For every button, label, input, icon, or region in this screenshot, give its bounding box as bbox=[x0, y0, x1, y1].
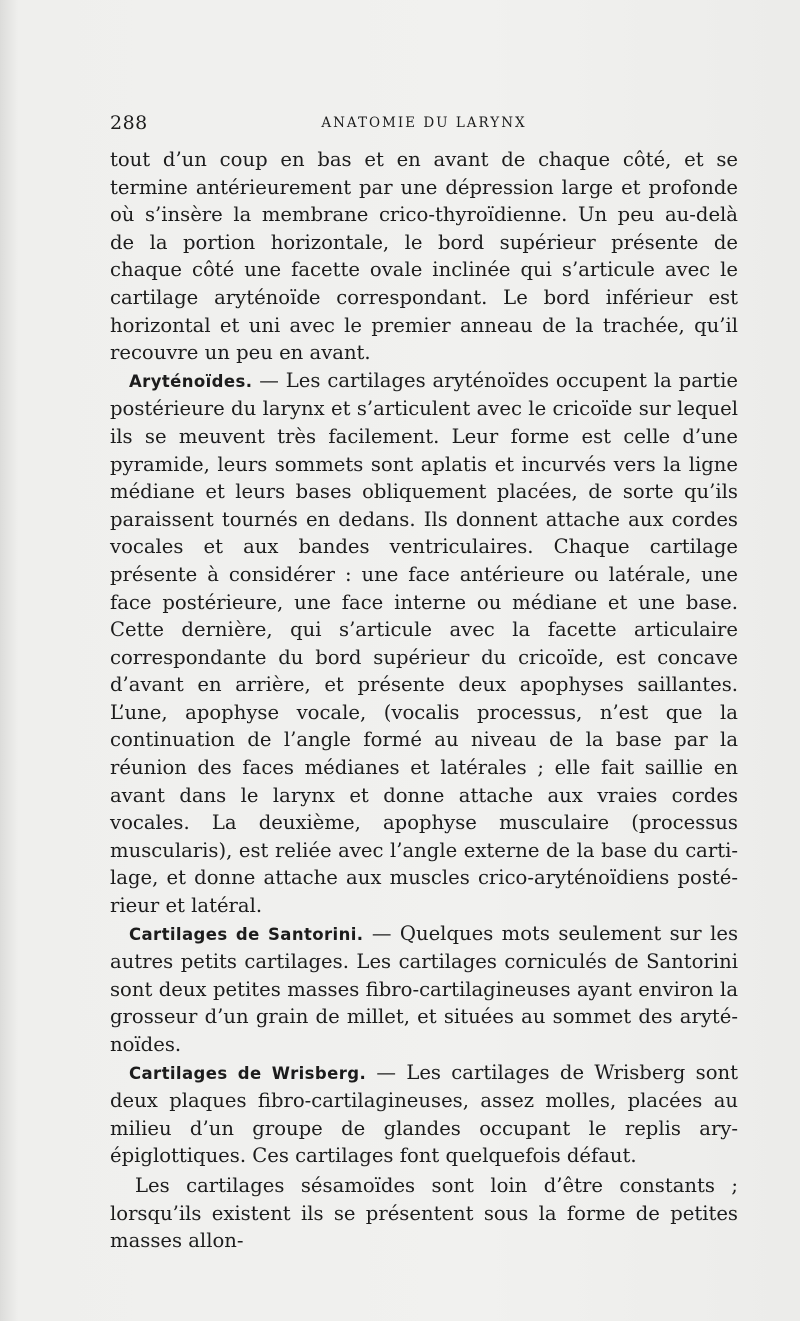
page-number: 288 bbox=[110, 112, 148, 134]
heading-arytenoides: Aryténoïdes. bbox=[129, 371, 253, 391]
section-wrisberg bbox=[110, 1059, 738, 1170]
page-header bbox=[110, 112, 738, 138]
paragraph-sesamoides: Les cartilages sésamoïdes sont loin d’être constants ; lorsqu’ils existent ils se présentent sous la forme de petites masses allon- bbox=[110, 1173, 738, 1253]
heading-wrisberg: Cartilages de Wrisberg. bbox=[129, 1063, 367, 1083]
body-text bbox=[110, 146, 738, 1255]
section-santorini bbox=[110, 920, 738, 1059]
section-arytenoides bbox=[110, 367, 738, 920]
text-arytenoides: — Les cartilages aryténoïdes occupent la partie postérieure du larynx et s’articulent avec le cricoïde sur lequel ils se meuvent très facilement. Leur forme est celle d’une pyramide, leurs sommets sont aplatis et incurvés vers la ligne médiane et leurs bases obliquement placées, de sorte qu’ils paraissent tournés en dedans. Ils donnent attache aux cordes vocales et aux bandes ventriculaires. Chaque cartilage présente à considérer : une face antérieure ou latérale, une face postérieure, une face interne ou médiane et une base. Cette dernière, qui s’articule avec la facette articulaire correspondante du bord supérieur du cricoïde, est concave d’avant en arrière, et présente deux apophyses saillantes. L’une, apophyse vocale, (vocalis processus, n’est que la continuation de l’angle formé au niveau de la base par la réunion des faces médianes et latérales ; elle fait saillie en avant dans le larynx et donne attache aux vraies cordes vocales. La deuxième, apophyse musculaire (processus muscularis), est reliée avec l’angle externe de la base du cartilage, et donne attache aux muscles crico-aryténoïdiens postérieur et latéral. bbox=[110, 368, 738, 918]
text-wrisberg: — Les cartilages de Wrisberg sont deux plaques fibro-cartilagineuses, assez molles, placées au milieu d’un groupe de glandes occupant le replis ary-épiglottiques. Ces cartilages font quelquefois défaut. bbox=[110, 1060, 738, 1168]
heading-santorini: Cartilages de Santorini. bbox=[129, 924, 364, 944]
running-head: ANATOMIE DU LARYNX bbox=[321, 115, 527, 131]
paragraph-cricoid-end: tout d’un coup en bas et en avant de chaque côté, et se termine antérieurement par une dépression large et profonde où s’insère la membrane crico-thyroïdienne. Un peu au-delà de la portion horizontale, le bord supérieur présente de chaque côté une facette ovale inclinée qui s’articule avec le cartilage aryténoïde correspondant. Le bord inférieur est horizontal et uni avec le premier anneau de la trachée, qu’il recouvre un peu en avant. bbox=[110, 148, 738, 365]
text-santorini: — Quelques mots seulement sur les autres petits cartilages. Les cartilages corniculés de Santorini sont deux petites masses fibro-cartilagineuses ayant environ la grosseur d’un grain de millet, et situées au sommet des aryténoïdes. bbox=[110, 921, 739, 1056]
